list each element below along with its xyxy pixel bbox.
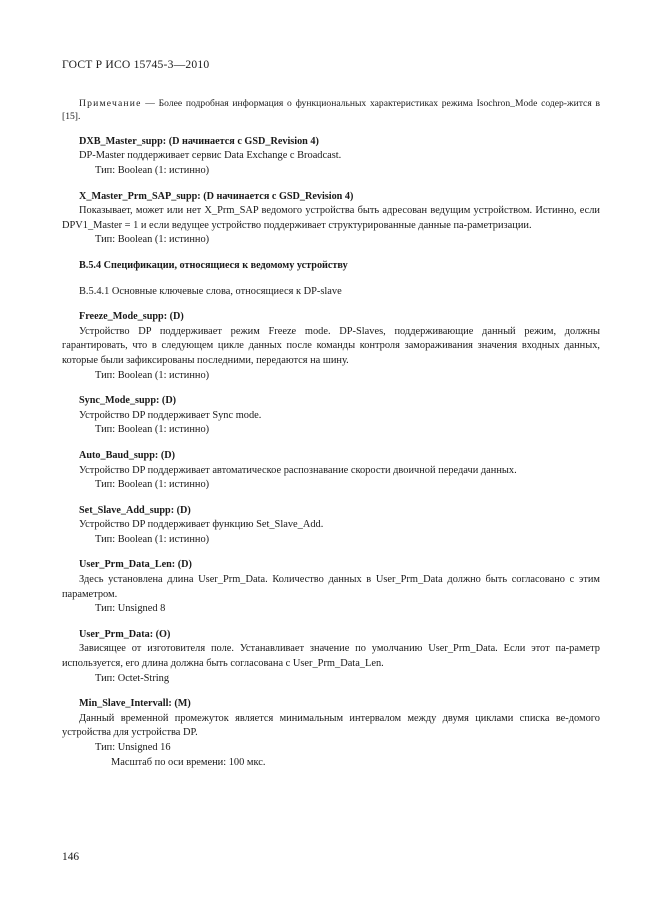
keyword-scale: Масштаб по оси времени: 100 мкс.	[111, 756, 266, 768]
keyword-term: Auto_Baud_supp: (D)	[79, 449, 175, 461]
keyword-description: Здесь установлена длина User_Prm_Data. Количество данных в User_Prm_Data должно быть согласовано с этим параметром.	[62, 574, 600, 600]
page-number: 146	[62, 851, 80, 863]
keyword-entry	[62, 190, 600, 248]
note-text: — Более подробная информация о функциональных характеристиках режима Isochron_Mode содер-жится в [15].	[62, 98, 600, 123]
page-header: ГОСТ Р ИСО 15745-3—2010	[62, 58, 210, 71]
keyword-term: Freeze_Mode_supp: (D)	[79, 311, 184, 323]
keyword-term: X_Master_Prm_SAP_supp: (D начинается с GSD_Revision 4)	[79, 190, 354, 202]
keyword-description: Устройство DP поддерживает автоматическое распознавание скорости двоичной передачи данных.	[79, 464, 517, 476]
page-content	[62, 97, 600, 770]
section-heading: B.5.4 Спецификации, относящиеся к ведомому устройству	[79, 259, 348, 271]
keyword-entry	[62, 504, 600, 548]
keyword-type: Тип: Unsigned 8	[95, 603, 166, 615]
keyword-type: Тип: Boolean (1: истинно)	[95, 479, 210, 491]
keyword-description: Зависящее от изготовителя поле. Устанавливает значение по умолчанию User_Prm_Data. Если этот па-раметр используется, его длина должна быть согласована с User_Prm_Data_Len.	[62, 643, 600, 670]
subsection-heading: B.5.4.1 Основные ключевые слова, относящиеся к DP-slave	[79, 285, 342, 297]
keyword-term: Min_Slave_Intervall: (M)	[79, 698, 191, 710]
keyword-type: Тип: Boolean (1: истинно)	[95, 369, 210, 381]
keyword-entry	[62, 697, 600, 770]
keyword-type: Тип: Boolean (1: истинно)	[95, 234, 210, 246]
keyword-description: Устройство DP поддерживает режим Freeze mode. DP-Slaves, поддерживающие данный режим, должны гарантировать, что в следующем цикле данных после команды контроля замораживания значения входных данных, которые были зафиксированы последними, передаются на шину.	[62, 325, 600, 366]
keyword-description: Данный временной промежуток является минимальным интервалом между двумя циклами списка ве-домого устройства для устройства DP.	[62, 712, 600, 739]
keyword-entry	[62, 628, 600, 686]
keyword-description: DP-Master поддерживает сервис Data Exchange с Broadcast.	[79, 150, 342, 162]
keyword-entry	[62, 135, 600, 179]
keyword-entry	[62, 449, 600, 493]
keyword-entry	[62, 558, 600, 616]
keyword-entry	[62, 394, 600, 438]
keyword-description: Устройство DP поддерживает функцию Set_Slave_Add.	[79, 519, 324, 531]
keyword-type: Тип: Boolean (1: истинно)	[95, 533, 210, 545]
keyword-type: Тип: Boolean (1: истинно)	[95, 165, 210, 176]
keyword-description: Показывает, может или нет X_Prm_SAP ведомого устройства быть адресован ведущим устройством. Истинно, если DPV1_Master = 1 и если ведущее устройство поддерживает структурированные данные па-раметризации.	[62, 205, 600, 231]
keyword-term: User_Prm_Data: (O)	[79, 628, 171, 640]
keyword-type: Тип: Unsigned 16	[95, 742, 171, 753]
keyword-term: User_Prm_Data_Len: (D)	[79, 559, 192, 571]
keyword-type: Тип: Octet-String	[95, 672, 170, 684]
note-label: Примечание	[79, 98, 142, 109]
keyword-term: Sync_Mode_supp: (D)	[79, 395, 177, 407]
note-paragraph	[62, 97, 600, 124]
keyword-description: Устройство DP поддерживает Sync mode.	[79, 409, 262, 421]
keyword-entry	[62, 310, 600, 383]
keyword-type: Тип: Boolean (1: истинно)	[95, 424, 210, 436]
keyword-term: DXB_Master_supp: (D начинается с GSD_Revision 4)	[79, 135, 319, 147]
keyword-term: Set_Slave_Add_supp: (D)	[79, 504, 191, 516]
